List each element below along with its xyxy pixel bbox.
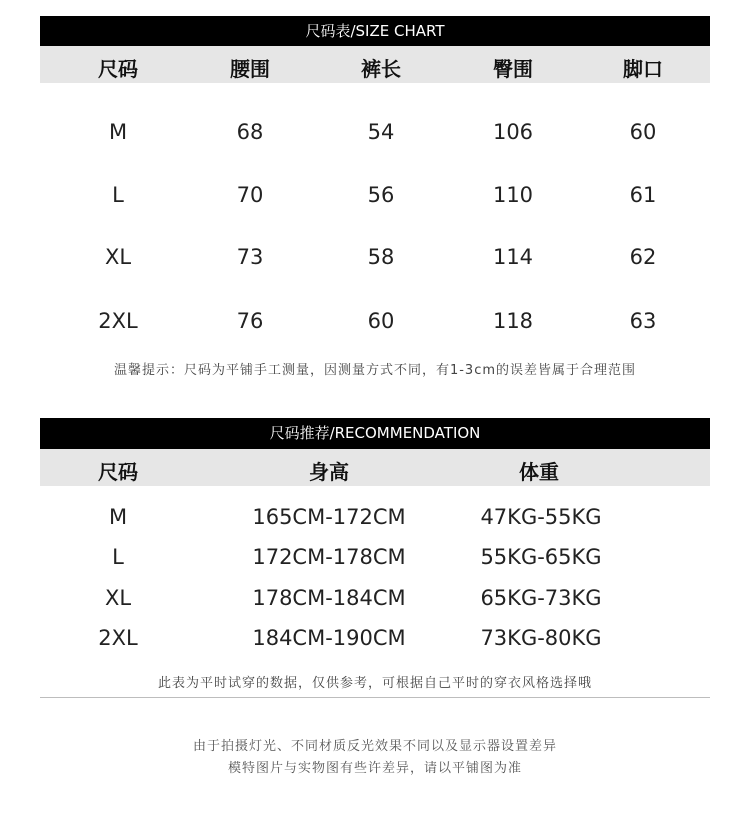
size-chart-title: 尺码表/SIZE CHART [305, 22, 445, 40]
size-cell: M [108, 505, 128, 529]
length-cell: 58 [367, 245, 395, 269]
height-cell: 178CM-184CM [252, 586, 406, 610]
size-cell: 2XL [98, 309, 138, 333]
size-cell: L [112, 183, 124, 207]
header-leg-opening: 脚口 [623, 57, 663, 81]
header-length: 裤长 [361, 57, 401, 81]
header-size: 尺码 [98, 57, 138, 81]
recommendation-title-bar [40, 418, 710, 449]
height-cell: 165CM-172CM [252, 505, 406, 529]
leg-opening-cell: 61 [629, 183, 657, 207]
size-chart-title-bar [40, 16, 710, 46]
length-cell: 60 [367, 309, 395, 333]
header-hip: 臀围 [493, 57, 533, 81]
hip-cell: 106 [492, 120, 534, 144]
weight-cell: 73KG-80KG [480, 626, 602, 650]
size-chart-note: 温馨提示：尺码为平铺手工测量，因测量方式不同，有1-3cm的误差皆属于合理范围 [113, 363, 637, 378]
length-cell: 56 [367, 183, 395, 207]
waist-cell: 68 [236, 120, 264, 144]
leg-opening-cell: 62 [629, 245, 657, 269]
header-waist: 腰围 [230, 57, 270, 81]
size-cell: XL [104, 586, 132, 610]
size-chart-header-row [40, 46, 710, 83]
section-divider [40, 697, 710, 698]
recommendation-header-row [40, 449, 710, 486]
recommendation-title: 尺码推荐/RECOMMENDATION [269, 424, 481, 442]
waist-cell: 70 [236, 183, 264, 207]
height-cell: 184CM-190CM [252, 626, 406, 650]
header-weight: 体重 [519, 460, 559, 484]
size-cell: L [112, 545, 124, 569]
recommendation-note: 此表为平时试穿的数据，仅供参考，可根据自己平时的穿衣风格选择哦 [157, 676, 592, 691]
size-cell: 2XL [98, 626, 138, 650]
leg-opening-cell: 60 [629, 120, 657, 144]
weight-cell: 65KG-73KG [480, 586, 602, 610]
hip-cell: 110 [492, 183, 534, 207]
header-size: 尺码 [98, 460, 138, 484]
weight-cell: 55KG-65KG [480, 545, 602, 569]
footer-line-2: 模特图片与实物图有些许差异，请以平铺图为准 [227, 761, 522, 776]
hip-cell: 118 [492, 309, 534, 333]
waist-cell: 73 [236, 245, 264, 269]
weight-cell: 47KG-55KG [480, 505, 602, 529]
size-cell: XL [104, 245, 132, 269]
waist-cell: 76 [236, 309, 264, 333]
height-cell: 172CM-178CM [252, 545, 406, 569]
leg-opening-cell: 63 [629, 309, 657, 333]
hip-cell: 114 [492, 245, 534, 269]
size-cell: M [108, 120, 128, 144]
footer-line-1: 由于拍摄灯光、不同材质反光效果不同以及显示器设置差异 [192, 739, 557, 754]
header-height: 身高 [309, 460, 349, 484]
length-cell: 54 [367, 120, 395, 144]
